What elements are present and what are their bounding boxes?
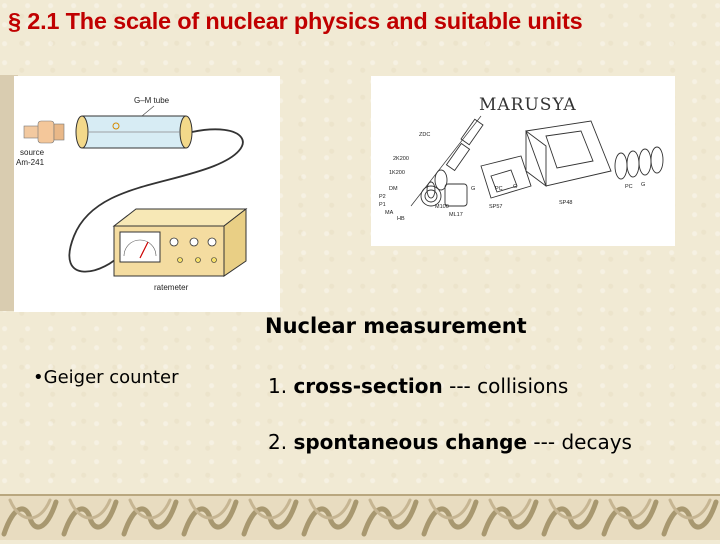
part-label: 2K200 xyxy=(393,156,409,162)
ratemeter-icon xyxy=(114,209,246,276)
source-isotope-label: Am-241 xyxy=(16,158,45,167)
marusya-title: MARUSYA xyxy=(479,95,577,115)
part-label: MA xyxy=(385,210,394,216)
item-description: --- collisions xyxy=(442,374,569,398)
marusya-figure xyxy=(371,76,675,246)
part-label: PC xyxy=(495,186,503,192)
gm-tube-label: G–M tube xyxy=(134,96,170,105)
part-label: SP57 xyxy=(489,204,503,210)
part-label: ZDC xyxy=(419,132,431,138)
list-item xyxy=(268,374,568,398)
part-label: G xyxy=(513,184,518,190)
part-label: DM xyxy=(389,186,398,192)
geiger-counter-drawing xyxy=(14,76,280,312)
border-pattern-icon xyxy=(0,494,720,540)
ratemeter-label: ratemeter xyxy=(154,283,189,292)
source-label: source xyxy=(20,148,45,157)
geiger-counter-figure xyxy=(14,76,280,312)
part-label: HB xyxy=(397,216,405,222)
part-label: 1K200 xyxy=(389,170,405,176)
part-label: G xyxy=(471,186,476,192)
slide-title: § 2.1 The scale of nuclear physics and suitable units xyxy=(8,8,583,34)
section-heading: Nuclear measurement xyxy=(265,314,527,338)
gm-tube-icon xyxy=(76,116,192,148)
item-term: cross-section xyxy=(293,374,443,398)
part-label: P1 xyxy=(379,202,386,208)
item-number: 1. xyxy=(268,374,288,398)
bullet-geiger-counter: •Geiger counter xyxy=(33,367,179,388)
decorative-border xyxy=(0,494,720,540)
apparatus-labels xyxy=(379,132,645,222)
item-number: 2. xyxy=(268,430,288,454)
item-description: --- decays xyxy=(527,430,632,454)
source-icon xyxy=(24,121,64,143)
list-item xyxy=(268,430,632,454)
part-label: PC xyxy=(625,184,633,190)
part-label: M100 xyxy=(435,204,449,210)
apparatus-parts-icon xyxy=(411,116,663,206)
part-label: SP48 xyxy=(559,200,573,206)
marusya-drawing xyxy=(371,76,675,246)
part-label: ML17 xyxy=(449,212,463,218)
part-label: G xyxy=(641,182,646,188)
item-term: spontaneous change xyxy=(293,430,528,454)
part-label: P2 xyxy=(379,194,386,200)
